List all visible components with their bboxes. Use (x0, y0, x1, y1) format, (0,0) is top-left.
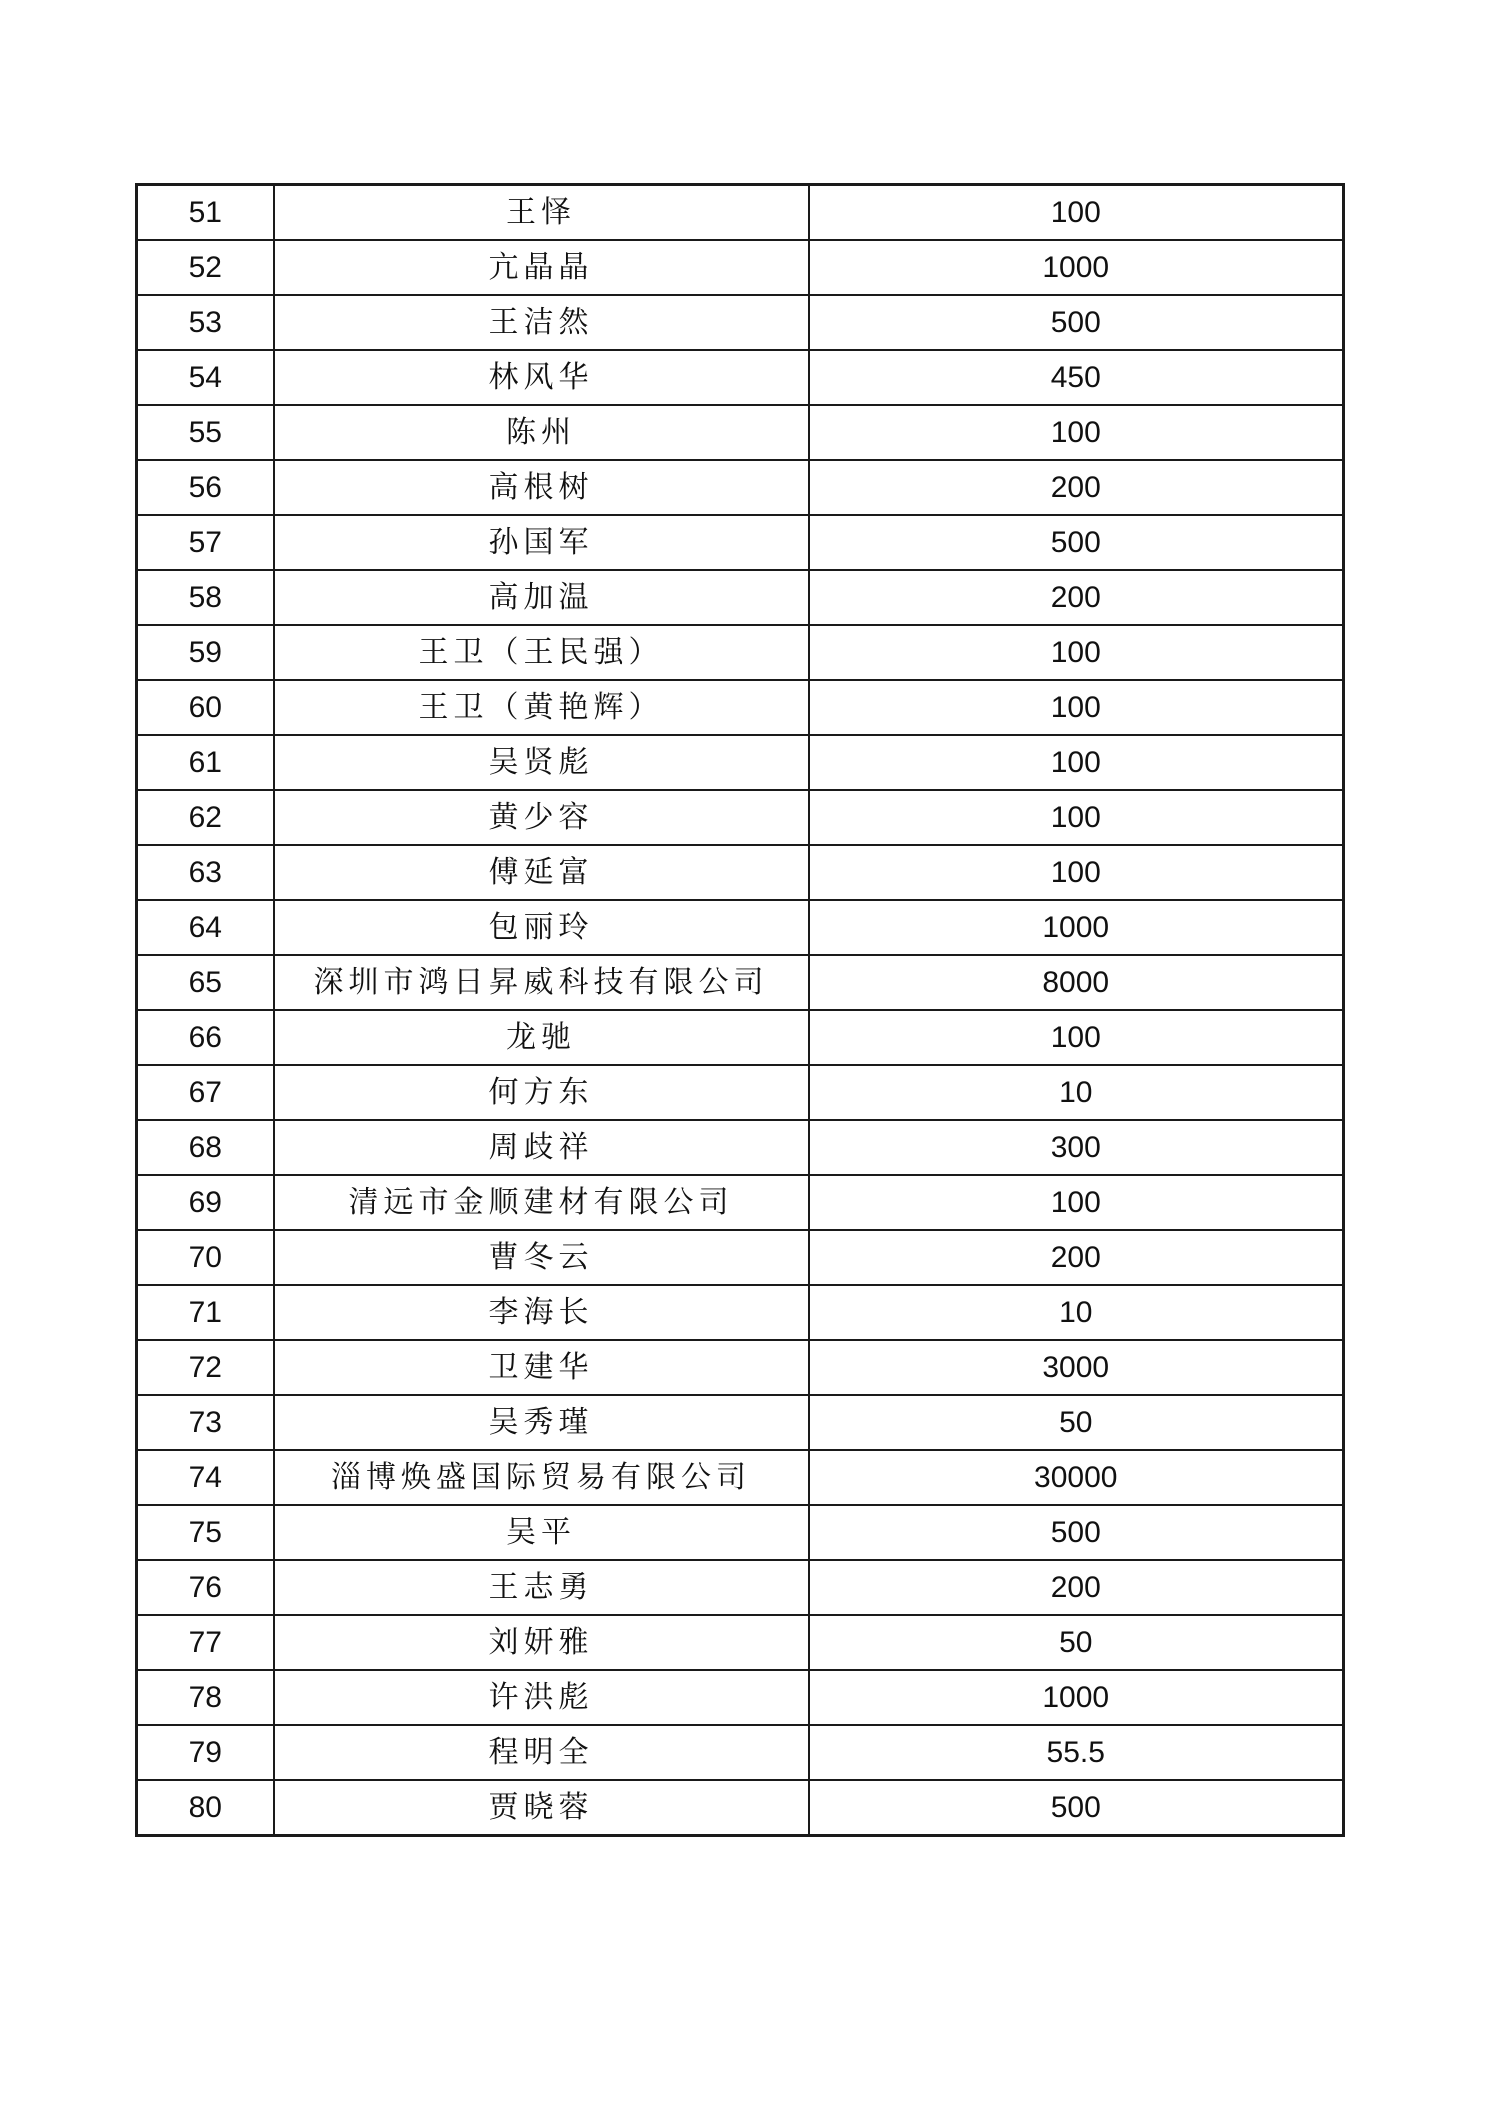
row-number-cell: 78 (137, 1670, 274, 1725)
donor-name-cell: 王怿 (274, 185, 809, 241)
donor-name-cell: 吴秀瑾 (274, 1395, 809, 1450)
donor-name-cell: 亢晶晶 (274, 240, 809, 295)
amount-cell: 200 (809, 1230, 1344, 1285)
table-row (137, 570, 1344, 625)
table-row (137, 1120, 1344, 1175)
row-number-cell: 71 (137, 1285, 274, 1340)
table-row (137, 350, 1344, 405)
table-row (137, 1230, 1344, 1285)
table-row (137, 1780, 1344, 1836)
row-number-cell: 76 (137, 1560, 274, 1615)
row-number-cell: 64 (137, 900, 274, 955)
donor-name-cell: 龙驰 (274, 1010, 809, 1065)
table-row (137, 405, 1344, 460)
table-row (137, 515, 1344, 570)
donor-name-cell: 深圳市鸿日昇威科技有限公司 (274, 955, 809, 1010)
table-row (137, 1670, 1344, 1725)
amount-cell: 1000 (809, 1670, 1344, 1725)
row-number-cell: 79 (137, 1725, 274, 1780)
donor-name-cell: 何方东 (274, 1065, 809, 1120)
donor-name-cell: 刘妍雅 (274, 1615, 809, 1670)
row-number-cell: 69 (137, 1175, 274, 1230)
row-number-cell: 73 (137, 1395, 274, 1450)
donor-name-cell: 贾晓蓉 (274, 1780, 809, 1836)
table-row (137, 900, 1344, 955)
table-row (137, 1175, 1344, 1230)
table-row (137, 1615, 1344, 1670)
row-number-cell: 51 (137, 185, 274, 241)
row-number-cell: 54 (137, 350, 274, 405)
row-number-cell: 74 (137, 1450, 274, 1505)
table-row (137, 1010, 1344, 1065)
donor-name-cell: 包丽玲 (274, 900, 809, 955)
donation-table (135, 183, 1345, 1837)
donor-name-cell: 王卫（黄艳辉） (274, 680, 809, 735)
donor-name-cell: 周歧祥 (274, 1120, 809, 1175)
amount-cell: 50 (809, 1395, 1344, 1450)
table-row (137, 295, 1344, 350)
row-number-cell: 77 (137, 1615, 274, 1670)
row-number-cell: 61 (137, 735, 274, 790)
amount-cell: 450 (809, 350, 1344, 405)
row-number-cell: 57 (137, 515, 274, 570)
donor-name-cell: 黄少容 (274, 790, 809, 845)
donor-name-cell: 许洪彪 (274, 1670, 809, 1725)
row-number-cell: 52 (137, 240, 274, 295)
amount-cell: 100 (809, 845, 1344, 900)
amount-cell: 100 (809, 1010, 1344, 1065)
amount-cell: 500 (809, 1780, 1344, 1836)
table-row (137, 185, 1344, 241)
table-row (137, 845, 1344, 900)
amount-cell: 100 (809, 185, 1344, 241)
table-row (137, 790, 1344, 845)
donor-name-cell: 卫建华 (274, 1340, 809, 1395)
table-row (137, 1340, 1344, 1395)
amount-cell: 55.5 (809, 1725, 1344, 1780)
amount-cell: 100 (809, 790, 1344, 845)
table-row (137, 1725, 1344, 1780)
row-number-cell: 58 (137, 570, 274, 625)
amount-cell: 50 (809, 1615, 1344, 1670)
donor-name-cell: 吴平 (274, 1505, 809, 1560)
amount-cell: 8000 (809, 955, 1344, 1010)
donor-name-cell: 程明全 (274, 1725, 809, 1780)
row-number-cell: 80 (137, 1780, 274, 1836)
table-row (137, 625, 1344, 680)
amount-cell: 200 (809, 460, 1344, 515)
donor-name-cell: 曹冬云 (274, 1230, 809, 1285)
donor-name-cell: 陈州 (274, 405, 809, 460)
table-row (137, 680, 1344, 735)
amount-cell: 10 (809, 1285, 1344, 1340)
donor-name-cell: 孙国军 (274, 515, 809, 570)
amount-cell: 1000 (809, 240, 1344, 295)
donor-name-cell: 清远市金顺建材有限公司 (274, 1175, 809, 1230)
row-number-cell: 68 (137, 1120, 274, 1175)
row-number-cell: 63 (137, 845, 274, 900)
row-number-cell: 53 (137, 295, 274, 350)
donor-name-cell: 傅延富 (274, 845, 809, 900)
row-number-cell: 72 (137, 1340, 274, 1395)
row-number-cell: 59 (137, 625, 274, 680)
donation-table-body (137, 185, 1344, 1836)
donor-name-cell: 吴贤彪 (274, 735, 809, 790)
donor-name-cell: 李海长 (274, 1285, 809, 1340)
table-row (137, 735, 1344, 790)
donor-name-cell: 王志勇 (274, 1560, 809, 1615)
row-number-cell: 66 (137, 1010, 274, 1065)
row-number-cell: 60 (137, 680, 274, 735)
donor-name-cell: 淄博焕盛国际贸易有限公司 (274, 1450, 809, 1505)
table-row (137, 240, 1344, 295)
table-row (137, 1395, 1344, 1450)
row-number-cell: 56 (137, 460, 274, 515)
amount-cell: 100 (809, 735, 1344, 790)
amount-cell: 500 (809, 295, 1344, 350)
table-row (137, 1285, 1344, 1340)
row-number-cell: 65 (137, 955, 274, 1010)
table-row (137, 1505, 1344, 1560)
donor-name-cell: 高加温 (274, 570, 809, 625)
table-row (137, 955, 1344, 1010)
amount-cell: 200 (809, 570, 1344, 625)
amount-cell: 100 (809, 625, 1344, 680)
amount-cell: 10 (809, 1065, 1344, 1120)
table-row (137, 1560, 1344, 1615)
amount-cell: 3000 (809, 1340, 1344, 1395)
row-number-cell: 62 (137, 790, 274, 845)
row-number-cell: 55 (137, 405, 274, 460)
row-number-cell: 75 (137, 1505, 274, 1560)
donor-name-cell: 高根树 (274, 460, 809, 515)
amount-cell: 100 (809, 1175, 1344, 1230)
table-row (137, 1450, 1344, 1505)
amount-cell: 500 (809, 515, 1344, 570)
row-number-cell: 70 (137, 1230, 274, 1285)
amount-cell: 200 (809, 1560, 1344, 1615)
table-row (137, 1065, 1344, 1120)
donor-name-cell: 林风华 (274, 350, 809, 405)
donor-name-cell: 王洁然 (274, 295, 809, 350)
amount-cell: 30000 (809, 1450, 1344, 1505)
donor-name-cell: 王卫（王民强） (274, 625, 809, 680)
amount-cell: 500 (809, 1505, 1344, 1560)
amount-cell: 1000 (809, 900, 1344, 955)
amount-cell: 100 (809, 405, 1344, 460)
amount-cell: 100 (809, 680, 1344, 735)
row-number-cell: 67 (137, 1065, 274, 1120)
amount-cell: 300 (809, 1120, 1344, 1175)
table-row (137, 460, 1344, 515)
